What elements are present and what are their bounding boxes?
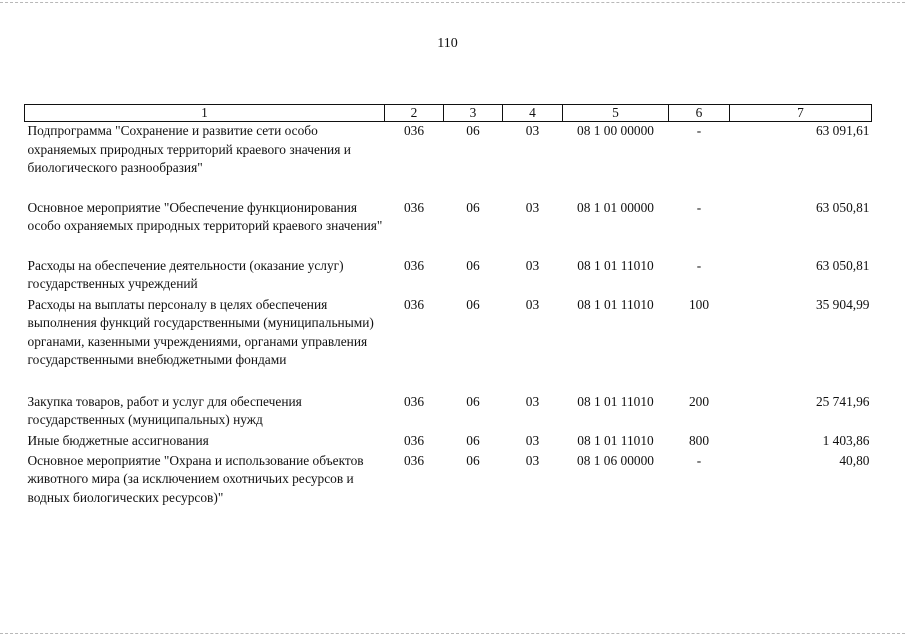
scan-edge-bottom bbox=[0, 633, 905, 634]
row-c4: 03 bbox=[525, 199, 540, 215]
page-number: 110 bbox=[437, 36, 458, 51]
row-c5: 08 1 00 00000 bbox=[577, 123, 654, 138]
row-c6: - bbox=[696, 452, 702, 468]
row-name: Подпрограмма "Сохранение и развитие сети особо охраняемых природных территорий краевого значения и биологического разнообразия" bbox=[27, 123, 351, 175]
row-c2: 036 bbox=[403, 452, 425, 468]
row-c7: 63 050,81 bbox=[815, 199, 870, 215]
row-c7: 35 904,99 bbox=[815, 296, 870, 312]
header-cell: 4 bbox=[503, 105, 563, 122]
row-c6: 800 bbox=[688, 432, 710, 448]
row-name: Иные бюджетные ассигнования bbox=[27, 432, 209, 448]
table-row bbox=[25, 432, 872, 452]
row-c5: 08 1 01 11010 bbox=[577, 296, 654, 312]
row-c6: - bbox=[696, 199, 702, 215]
row-c5: 08 1 06 00000 bbox=[577, 452, 654, 468]
row-c4: 03 bbox=[525, 432, 540, 448]
row-c7: 25 741,96 bbox=[815, 393, 870, 409]
row-c3: 06 bbox=[466, 257, 480, 273]
row-c4: 03 bbox=[525, 257, 540, 273]
row-c3: 06 bbox=[466, 296, 480, 312]
row-name: Расходы на выплаты персоналу в целях обеспечения выполнения функций государственными (муниципальными) органами, казенными учреждениями, органами управления государственными внебюджетными фондами bbox=[27, 296, 374, 367]
row-name: Расходы на обеспечение деятельности (оказание услуг) государственных учреждений bbox=[27, 257, 344, 291]
row-c6: - bbox=[696, 123, 702, 138]
table-row bbox=[25, 452, 872, 530]
table-row bbox=[25, 122, 872, 199]
scan-edge-top bbox=[0, 2, 905, 3]
row-c3: 06 bbox=[466, 393, 480, 409]
row-name: Основное мероприятие "Охрана и использование объектов животного мира (за исключением охотничьих ресурсов и водных биологических ресурсов)" bbox=[27, 452, 364, 505]
header-cell: 7 bbox=[730, 105, 872, 122]
row-c5: 08 1 01 11010 bbox=[577, 257, 654, 273]
row-name: Закупка товаров, работ и услуг для обеспечения государственных (муниципальных) нужд bbox=[27, 393, 302, 427]
row-c5: 08 1 01 11010 bbox=[577, 432, 654, 448]
row-c6: 100 bbox=[688, 296, 710, 312]
row-c2: 036 bbox=[403, 432, 425, 448]
row-c7: 63 091,61 bbox=[815, 123, 870, 138]
table-row bbox=[25, 296, 872, 393]
row-name: Основное мероприятие "Обеспечение функционирования особо охраняемых природных территорий краевого значения" bbox=[27, 199, 383, 233]
row-c7: 63 050,81 bbox=[815, 257, 870, 273]
row-c2: 036 bbox=[403, 199, 425, 215]
table-row bbox=[25, 393, 872, 432]
row-c7: 1 403,86 bbox=[822, 432, 870, 448]
row-c2: 036 bbox=[403, 123, 425, 138]
budget-table bbox=[24, 104, 872, 530]
row-c3: 06 bbox=[466, 452, 480, 468]
row-c6: 200 bbox=[688, 393, 710, 409]
row-c5: 08 1 01 11010 bbox=[577, 393, 654, 409]
row-c6: - bbox=[696, 257, 702, 273]
header-cell: 1 bbox=[25, 105, 385, 122]
row-c2: 036 bbox=[403, 393, 425, 409]
row-c3: 06 bbox=[466, 432, 480, 448]
table-row bbox=[25, 199, 872, 257]
header-cell: 2 bbox=[385, 105, 444, 122]
row-c4: 03 bbox=[525, 123, 540, 138]
row-c3: 06 bbox=[466, 123, 480, 138]
header-row bbox=[25, 105, 872, 122]
table-row bbox=[25, 257, 872, 296]
row-c4: 03 bbox=[525, 296, 540, 312]
header-cell: 6 bbox=[669, 105, 730, 122]
row-c4: 03 bbox=[525, 452, 540, 468]
row-c7: 40,80 bbox=[839, 452, 870, 468]
header-cell: 5 bbox=[563, 105, 669, 122]
row-c2: 036 bbox=[403, 296, 425, 312]
row-c4: 03 bbox=[525, 393, 540, 409]
row-c2: 036 bbox=[403, 257, 425, 273]
row-c5: 08 1 01 00000 bbox=[577, 199, 654, 215]
header-cell: 3 bbox=[444, 105, 503, 122]
row-c3: 06 bbox=[466, 199, 480, 215]
